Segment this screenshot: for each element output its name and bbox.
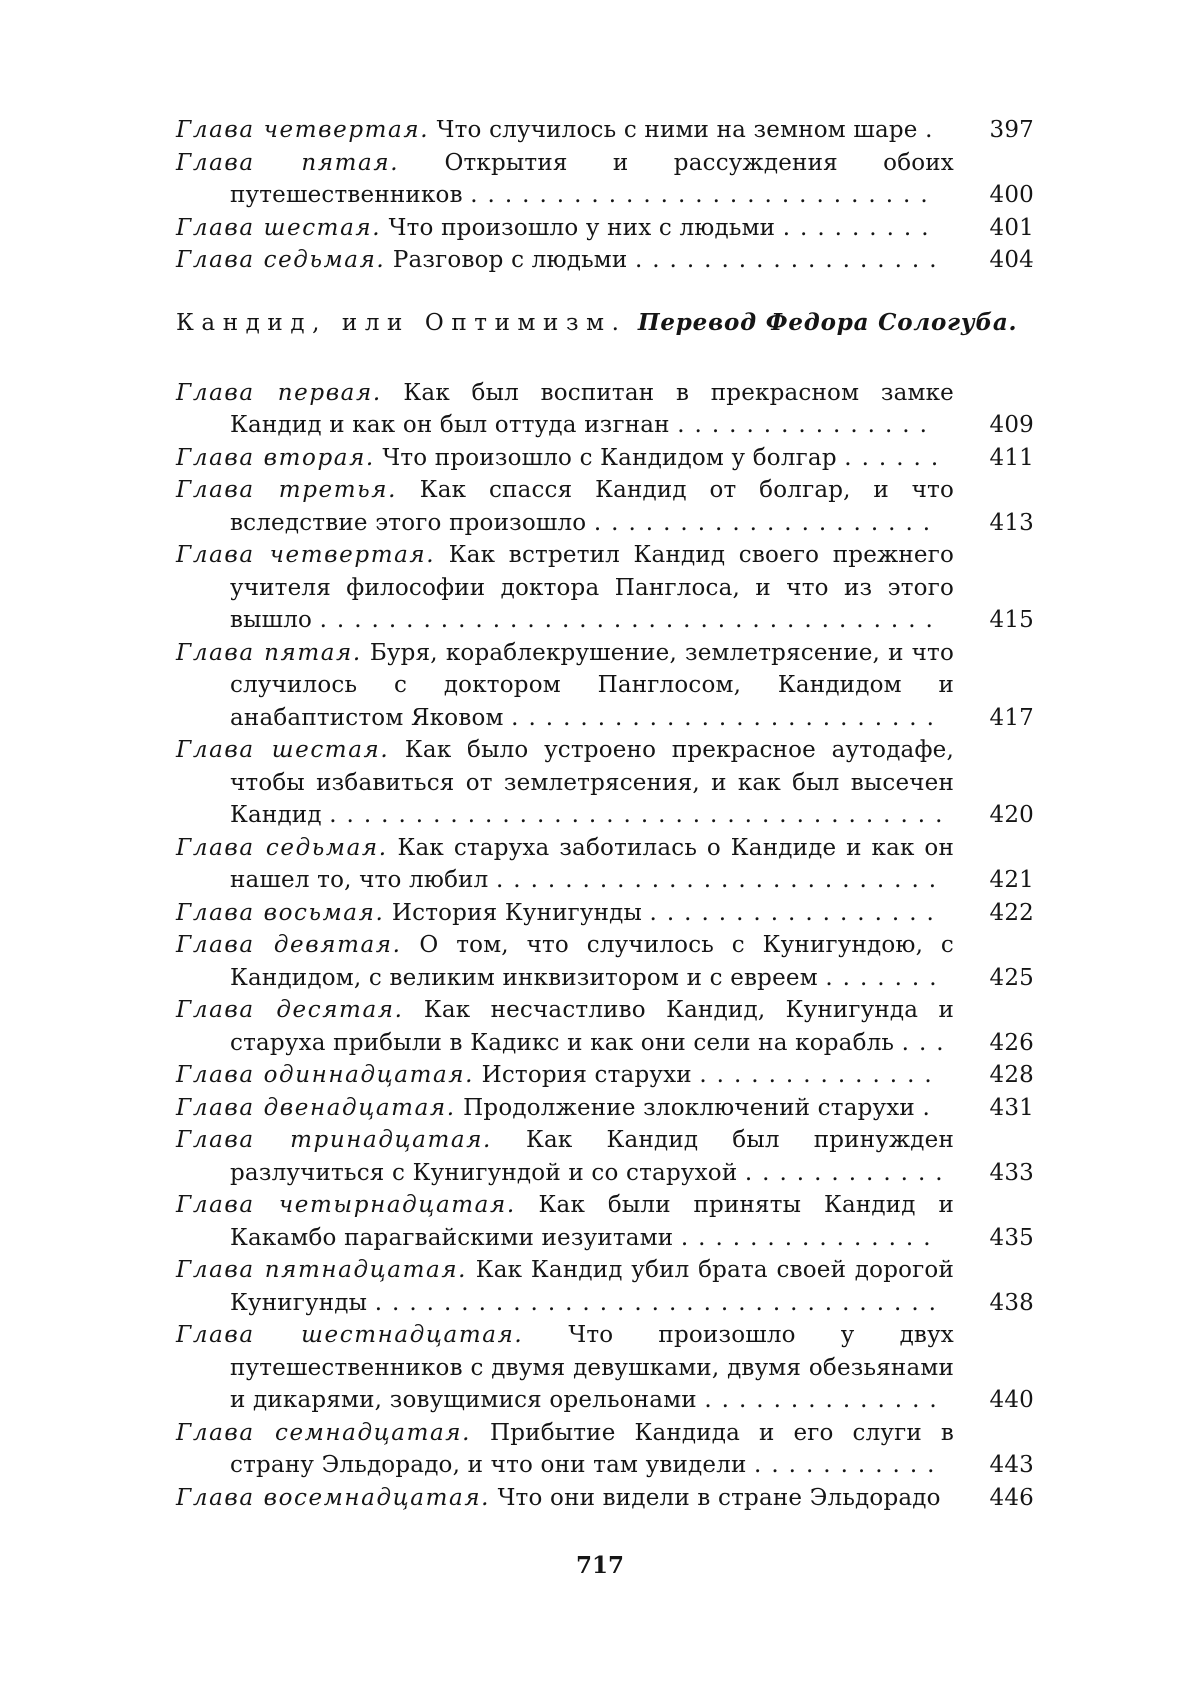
toc-entry-text — [176, 832, 954, 897]
leader-dots: ............ — [744, 1159, 953, 1186]
leader-dots: ....... — [825, 964, 947, 991]
chapter-title: Что произошло с Кандидом у болгар — [382, 444, 837, 471]
toc-entry-text — [176, 442, 954, 475]
chapter-title: Как Кандид был принужден разлучиться с Кунигундой и со старухой — [230, 1127, 955, 1186]
toc-entry-text — [176, 377, 954, 442]
toc-list-candide — [176, 377, 1034, 1515]
toc-page-number: 420 — [989, 802, 1034, 828]
toc-page-number: 426 — [989, 1029, 1034, 1056]
leader-dots: ........... — [754, 1452, 945, 1478]
chapter-label: Глава десятая. — [176, 997, 404, 1023]
chapter-label: Глава седьмая. — [176, 247, 386, 273]
chapter-title: Буря, кораблекрушение, землетрясение, и что случилось с доктором Панглосом, Кандидом и анабаптистом Яковом — [230, 639, 954, 731]
chapter-title: История Кунигунды — [391, 899, 643, 926]
toc-entry-text — [176, 1092, 954, 1125]
leader-dots: .................... — [593, 509, 941, 536]
leader-dots: ................. — [649, 899, 944, 926]
chapter-title: Как несчастливо Кандид, Кунигунда и старуха прибыли в Кадикс и как они сели на корабль — [230, 997, 954, 1056]
toc-entry — [176, 897, 1034, 930]
chapter-label: Глава восьмая. — [176, 899, 385, 926]
chapter-label: Глава шестая. — [176, 737, 390, 763]
toc-page-number: 422 — [989, 899, 1034, 926]
toc-page-number: 431 — [989, 1094, 1034, 1121]
toc-entry-text — [176, 1059, 954, 1092]
toc-page-number: 415 — [989, 607, 1034, 633]
table-of-contents — [176, 114, 1034, 1514]
toc-page-number: 425 — [989, 964, 1034, 991]
toc-entry — [176, 734, 1034, 832]
toc-entry-text — [176, 929, 954, 994]
chapter-label: Глава девятая. — [176, 932, 402, 958]
toc-page-number: 413 — [989, 509, 1034, 536]
toc-entry-text — [176, 1189, 954, 1254]
chapter-label: Глава первая. — [176, 379, 382, 406]
toc-entry — [176, 994, 1034, 1059]
chapter-label: Глава вторая. — [176, 444, 375, 471]
toc-entry — [176, 377, 1034, 442]
toc-page-number: 433 — [989, 1159, 1034, 1186]
leader-dots: .................................... — [329, 802, 953, 828]
toc-entry-text — [176, 897, 954, 930]
toc-page-number: 438 — [989, 1289, 1034, 1316]
chapter-title: Что случилось с ними на земном шаре — [436, 117, 918, 143]
chapter-label: Глава четвертая. — [176, 117, 430, 143]
section-title: Кандид, или Оптимизм. — [176, 309, 627, 336]
toc-entry — [176, 1124, 1034, 1189]
leader-dots: .................................... — [319, 607, 943, 633]
toc-entry-text — [176, 1482, 954, 1515]
toc-page-number: 440 — [989, 1387, 1034, 1413]
toc-entry — [176, 929, 1034, 994]
toc-entry — [176, 539, 1034, 637]
chapter-label: Глава восемнадцатая. — [176, 1484, 491, 1511]
toc-page-number: 417 — [989, 704, 1034, 731]
leader-dots: ................................. — [374, 1289, 946, 1316]
section-heading — [176, 307, 1034, 339]
chapter-label: Глава тринадцатая. — [176, 1127, 492, 1153]
chapter-label: Глава двенадцатая. — [176, 1094, 456, 1121]
chapter-title: Как спасся Кандид от болгар, и что вследствие этого произошло — [230, 477, 955, 536]
toc-entry-text — [176, 637, 954, 735]
chapter-label: Глава третья. — [176, 477, 398, 503]
toc-page-number: 446 — [989, 1484, 1034, 1511]
chapter-title: Как был воспитан в прекрасном замке Кандид и как он был оттуда изгнан — [230, 379, 954, 438]
chapter-title: О том, что случилось с Кунигундою, с Кандидом, с великим инквизитором и с евреем — [230, 932, 955, 991]
chapter-title: Разговор с людьми — [392, 247, 628, 273]
toc-entry — [176, 1417, 1034, 1482]
chapter-title: Прибытие Кандида и его слуги в страну Эльдорадо, и что они там увидели — [230, 1419, 954, 1478]
chapter-title: Как Кандид убил брата своей дорогой Кунигунды — [230, 1257, 954, 1316]
chapter-label: Глава шестнадцатая. — [176, 1322, 524, 1348]
chapter-title: Как встретил Кандид своего прежнего учителя философии доктора Панглоса, и что из этого вышло — [230, 542, 955, 633]
chapter-title: История старухи — [481, 1062, 692, 1088]
leader-dots: ...... — [844, 444, 949, 471]
toc-entry — [176, 114, 1034, 147]
chapter-title: Открытия и рассуждения обоих путешественников — [230, 149, 954, 208]
leader-dots: ............... — [680, 1224, 941, 1251]
toc-entry-text — [176, 114, 954, 147]
leader-dots: ........................... — [470, 182, 938, 208]
chapter-label: Глава четырнадцатая. — [176, 1192, 516, 1218]
toc-entry-text — [176, 734, 954, 832]
leader-dots: .................. — [634, 247, 947, 273]
leader-dots: ... — [901, 1029, 954, 1056]
leader-dots: .............. — [704, 1387, 947, 1413]
toc-page-number: 401 — [989, 214, 1034, 241]
chapter-label: Глава пятнадцатая. — [176, 1257, 468, 1283]
leader-dots: . — [925, 117, 943, 143]
chapter-label: Глава четвертая. — [176, 542, 436, 568]
chapter-label: Глава седьмая. — [176, 834, 388, 861]
toc-entry — [176, 1319, 1034, 1417]
toc-entry-text — [176, 1124, 954, 1189]
toc-page-number: 397 — [989, 117, 1034, 143]
toc-page-number: 409 — [989, 412, 1034, 438]
toc-page-number: 428 — [989, 1062, 1034, 1088]
toc-entry-text — [176, 994, 954, 1059]
toc-entry-text — [176, 244, 954, 277]
toc-entry — [176, 1092, 1034, 1125]
chapter-label: Глава пятая. — [176, 639, 362, 666]
toc-page-number: 435 — [989, 1224, 1034, 1251]
toc-page-number: 411 — [989, 444, 1034, 471]
leader-dots: ......................... — [511, 704, 944, 731]
leader-dots: . — [922, 1094, 940, 1121]
toc-page-number: 400 — [989, 182, 1034, 208]
chapter-title: Как старуха заботилась о Кандиде и как он нашел то, что любил — [230, 834, 954, 893]
section-translation: Перевод Федора Сологуба. — [637, 308, 1018, 336]
toc-entry-text — [176, 212, 954, 245]
toc-entry — [176, 832, 1034, 897]
chapter-label: Глава семнадцатая. — [176, 1419, 472, 1446]
toc-entry — [176, 637, 1034, 735]
toc-entry — [176, 1254, 1034, 1319]
toc-entry-text — [176, 1254, 954, 1319]
toc-page-number: 443 — [989, 1452, 1034, 1478]
chapter-title: Как было устроено прекрасное аутодафе, чтобы избавиться от землетрясения, и как был высечен Кандид — [230, 737, 954, 828]
chapter-title: Продолжение злоключений старухи — [463, 1094, 915, 1121]
toc-entry-text — [176, 147, 954, 212]
leader-dots: .............. — [699, 1062, 942, 1088]
toc-entry — [176, 244, 1034, 277]
page-number: 717 — [575, 1552, 624, 1579]
chapter-title: Что произошло у двух путешественников с двумя девушками, двумя обезьянами и дикарями, зовущимися орельонами — [230, 1322, 954, 1413]
toc-entry — [176, 442, 1034, 475]
toc-entry-text — [176, 1417, 954, 1482]
leader-dots: ............... — [677, 412, 937, 438]
chapter-title: Что произошло у них с людьми — [388, 214, 776, 241]
toc-entry — [176, 212, 1034, 245]
leader-dots: ......... — [782, 214, 939, 241]
toc-entry — [176, 474, 1034, 539]
chapter-title: Как были приняты Кандид и Какамбо парагвайскими иезуитами — [230, 1192, 954, 1251]
toc-entry-text — [176, 474, 954, 539]
toc-page-number: 404 — [989, 247, 1034, 273]
chapter-label: Глава одиннадцатая. — [176, 1062, 475, 1088]
toc-entry — [176, 1482, 1034, 1515]
toc-page-number: 421 — [989, 867, 1034, 893]
chapter-title: Что они видели в стране Эльдорадо — [497, 1484, 941, 1511]
toc-entry-text — [176, 1319, 954, 1417]
toc-entry-text — [176, 539, 954, 637]
toc-list-before-section — [176, 114, 1034, 277]
toc-entry — [176, 1189, 1034, 1254]
toc-entry — [176, 147, 1034, 212]
leader-dots: .......................... — [495, 867, 947, 893]
chapter-label: Глава шестая. — [176, 214, 382, 241]
toc-entry — [176, 1059, 1034, 1092]
chapter-label: Глава пятая. — [176, 149, 400, 176]
